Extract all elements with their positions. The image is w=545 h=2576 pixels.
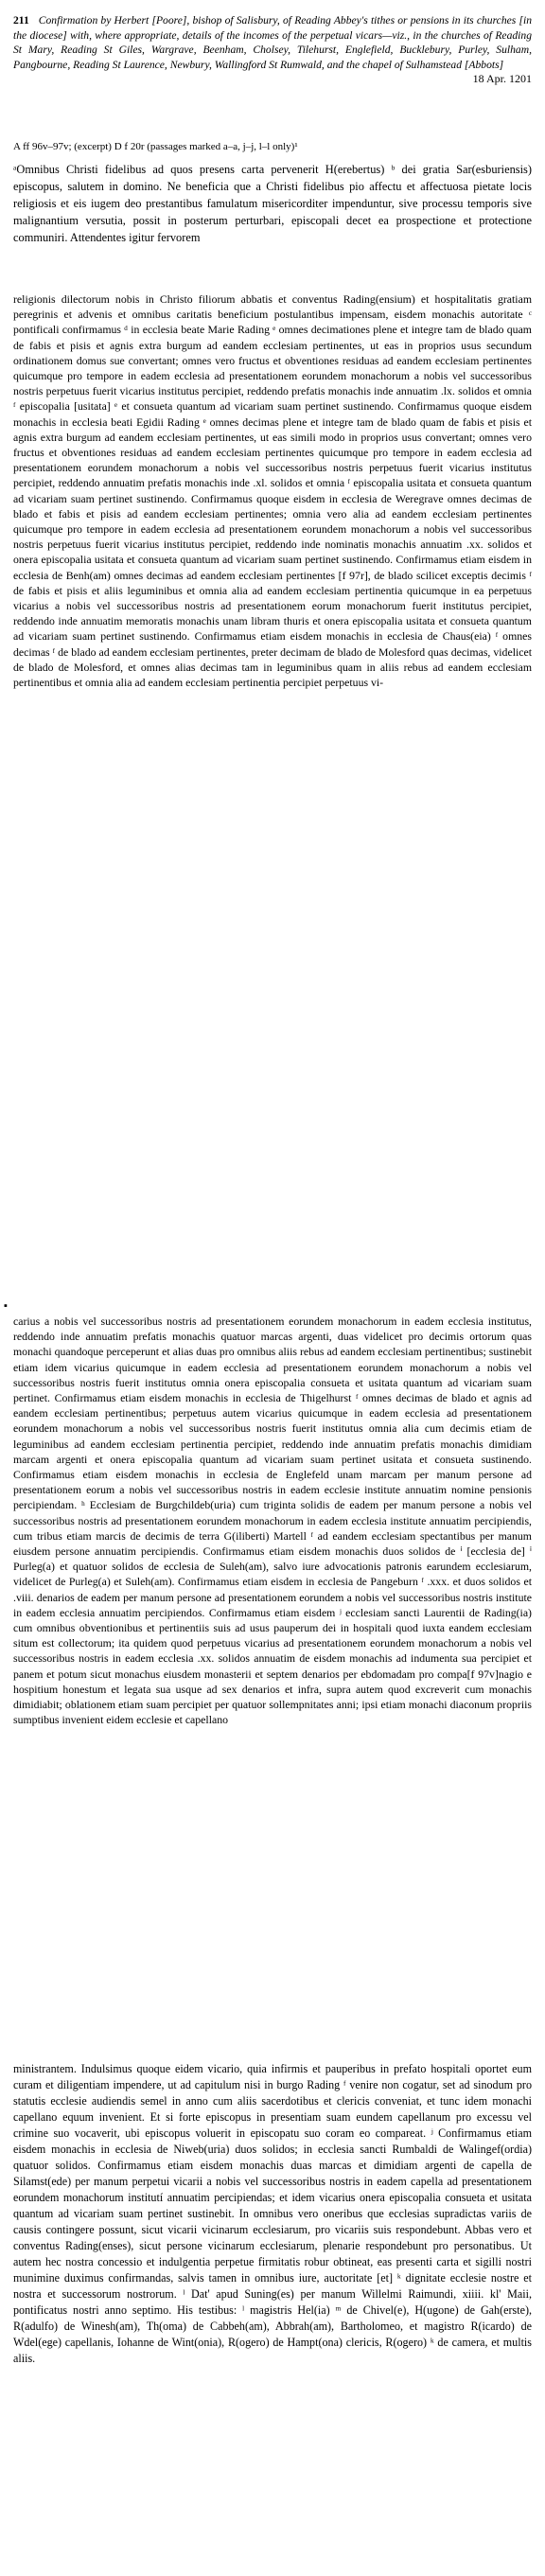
charter-paragraph-2: religionis dilectorum nobis in Christo filiorum abbatis et conventus Rading(ensium) et hospitalitatis gratiam peregrinis et advenis et omnibus caritatis beneficium postulantibus impensam, eisdem monachis autoritate ᶜ pontificali confirmamus ᵈ in ecclesia beate Marie Rading ᵉ omnes decimationes plene et integre tam de blado quam de fabis et pisis et agnis extra burgum ad eandem ecclesiam pertinentes, ut eas in proprios usus secundum ordinationem domus sue convertant; omnes vero fructus et obventiones residuas ad eandem ecclesiam pertinentes quicumque pro tempore in eadem ecclesia ad presentationem eorundem monachorum a nobis vel successoribus nostris perpetuus fuerit vicarius institutus percipiet, reddendo prefatis monachis inde annuatim .lx. solidos et omnia ᶠ episcopalia [usitata] ᵉ et consueta quantum ad vicariam suam pertinet sustinendo. Confirmamus quoque eisdem monachis in ecclesia beati Egidii Rading ᵉ omnes decimas plene et integre tam de blado quam de fabis et pisis et agnis extra burgum ad eandem ecclesiam pertinentes, ut eas simili modo in proprios usus convertant; omnes vero fructus et obventiones residuas ad eandem ecclesiam pertinentes quicumque pro tempore in eadem ecclesia ad presentationem eorundem monachorum a nobis vel successoribus nostris perpetuus fuerit vicarius institutus percipiet, reddendo annuatim prefatis monachis inde .xl. solidos et omnia ᶠ episcopalia usitata et consueta quantum ad vicariam suam pertinet sustinendo. Confirmamus quoque eisdem in ecclesia de Weregrave omnes decimas de blado et fabis et pisis ad eandem ecclesiam pertinentes; omnia vero alia ad eandem ecclesiam pertinentes quicumque pro tempore in eadem ecclesia ad presentationem eorundem monachorum a nobis vel successoribus nostris perpetuus fuerit vicarius institutus percipiet, reddendo inde nominatis monachis annuatim .xx. solidos et onera episcopalia usitata et consueta quantum ad vicariam suam pertinet sustinendo. Confirmamus etiam eisdem in ecclesia de Benh(am) omnes decimas ad eandem ecclesiam pertinentes [f 97r], de blado scilicet exceptis decimis ᶠ de fabis et pisis et aliis leguminibus et omnia alia ad eandem ecclesiam pertinentia quicumque in ea perpetuus vicarius a nobis vel successoribus nostris ad presentationem eorum monachorum fuerit institutus percipiet, reddendo inde annuatim memoratis monachis unam libram thuris et onera episcopalia usitata et consueta quantum ad vicariam suam pertinet sustinendo. Confirmamus etiam eisdem monachis in ecclesia de Chaus(eia) ᶠ omnes decimas ᶠ de blado ad eandem ecclesiam pertinentes, preter decimam de blado de Molesford quas decimas, videlicet de blado de Molesford, et omnes alias decimas tam in leguminibus quam in aliis rebus ad eandem ecclesiam pertinentibus et omnia alia ad eandem ecclesiam pertinentia percipiet perpetuus vi-	[13, 292, 532, 690]
document-date: 18 Apr. 1201	[472, 72, 532, 85]
margin-marker: ▪	[4, 1300, 8, 1312]
document-header	[13, 13, 532, 87]
charter-paragraph-4: ministrantem. Indulsimus quoque eidem vicario, quia infirmis et pauperibus in prefato hospitali oportet eum curam et diligentiam impendere, ut ad capitulum nisi in burgo Rading ᶠ venire non cogatur, set ad sinodum pro statutis ecclesie audiendis semel in anno cum aliis sacerdotibus et clericis conveniat, et tunc idem monachi capellano equum invenient. Et si forte episcopus in presentiam suam eundem capellanum pro excessu vel crimine suo vocaverit, ubi episcopus voluerit in episcopatu suo coram eo compareat. ʲ Confirmamus etiam eisdem monachis in ecclesia de Niweb(uria) duos solidos; in ecclesia sancti Rumbaldi de Walingef(ordia) quatuor solidos. Confirmamus etiam eisdem monachis duas marcas et dimidiam argenti de capella de Silamst(ede) per manum perpetui vicarii a nobis vel successoribus nostris in eadem capella ad presentationem eorundem monachorum institutí annuatim percipiendas; et idem vicarius onera episcopalia consueta et usitata quantum ad vicariam suam pertinet sustinebit. In omnibus vero oneribus que ecclesias supradictas variis de causis contingere possunt, sicut vicarii vicinarum ecclesiarum, pro vicariis suis respondebunt. Abbas vero et conventus Rading(enses), sicut persone vicinarum ecclesiarum, plenarie respondebunt pro personatibus. Ut autem hec nostra concessio et indulgentia perpetue firmitatis robur obtineat, eas presenti carta et sigilli nostri munimine duximus confirmandas, salvis tamen in omnibus iure, auctoritate [et] ᵏ dignitate ecclesie nostre et nostra et successorum nostrorum. ˡ Dat' apud Suning(es) per manum Willelmi Raimundi, xiiii. kl' Maii, pontificatus nostri anno septimo. His testibus: ˡ magistris Hel(ia) ᵐ de Chivel(e), H(ugone) de Gah(erste), R(adulfo) de Winesh(am), Th(oma) de Cabbeh(am), Abbrah(am), Bartholomeo, et magistro R(icardo) de Wdel(ege) capellanis, Iohanne de Wint(onia), R(ogero) de Hampt(ona) clericis, R(ogero) ᵏ de camera, et multis aliis.	[13, 2062, 532, 2365]
charter-paragraph-3: carius a nobis vel successoribus nostris ad presentationem eorundem monachorum in eadem ecclesia institutus, reddendo inde annuatim prefatis monachis quatuor marcas argenti, duas videlicet pro decimis ortorum quas monachi quandoque perceperunt et alias duas pro omnibus aliis rebus ad eandem ecclesiam pertinentibus; sustinebit etiam idem vicarius quicumque in eadem ecclesia ad presentationem eorundem monachorum a nobis vel successoribus nostris fuerit institutus omnia onera episcopalia consueta et usitata quantum ad vicariam suam pertinet. Confirmamus etiam eisdem monachis in ecclesia de Thigelhurst ᶠ omnes decimas de blado et agnis ad eandem ecclesiam pertinentibus; perpetuus autem vicarius quicumque in eadem ecclesia ad presentationem eorundem monachorum a nobis vel successoribus nostris fuerit institutus omnia alia cum decimis etiam de leguminibus ad eandem ecclesiam pertinentia percipiet, reddendo inde annuatim prefatis monachis dimidiam marcam argenti et onera episcopalia quantum ad vicariam suam pertinet usitata et consueta sustinendo. Confirmamus etiam eisdem monachis in ecclesia de Englefeld unam marcam per manum persone ad presentationem eorum a nobis vel successoribus nostris in eadem ecclesie institute annuatim nomine pensionis percipiendam. ʰ Ecclesiam de Burgchildeb(uria) cum triginta solidis de eadem per manum persone a nobis vel successoribus nostris ad presentationem eorundem monachorum in eadem ecclesia institute annuatim percipiendis, cum tribus etiam marcis de decimis de terra G(iliberti) Martell ᶠ ad eandem ecclesiam spectantibus per manum eiusdem persone annuatim percipiendis. Confirmamus etiam eisdem monachis duos solidos de ⁱ [ecclesia de] ⁱ Purleg(a) et quatuor solidos de ecclesia de Suleh(am), salvo iure advocationis patronis earundem ecclesiarum, videlicet de Purleg(a) et Suleh(am). Confirmamus etiam eisdem in ecclesia de Pangeburn ᶠ .xxx. et duos solidos et .viii. denarios de eadem per manum persone ad presentationem eorundem a nobis vel successoribus nostris institute in eadem ecclesia annuatim percipiendos. Confirmamus etiam eisdem ʲ ecclesiam sancti Laurentii de Rading(ia) cum omnibus obventionibus et pertinentiis suis ad usus pauperum dei in hospitali quod iuxta eandem ecclesiam situm est collectorum; ita quidem quod perpetuus vicarius ad presentationem eorundem monachorum a nobis vel successoribus nostris in eadem ecclesia .xx. solidos annuatim de eisdem monachis ad indumenta sua percipiet et panem et potum sicut monachus eiusdem monasterii et septem denarios per ebdomadam pro compa[f 97v]nagio e hospitium honestum et legata sua usque ad sex denarios et infra, supra autem quod excreverit cum monachis dimidiabit; oblationem etiam suam percipiet per quatuor sollempnitates anni; ipsi etiam monachi diaconum propriis sumptibus invenient eidem ecclesie et capellano	[13, 1314, 532, 1727]
manuscript-source-note: A ff 96v–97v; (excerpt) D f 20r (passages marked a–a, j–j, l–l only)¹	[13, 141, 298, 152]
charter-paragraph-1: ᵃOmnibus Christi fidelibus ad quos presens carta pervenerit H(erebertus) ᵇ dei gratia Sar(esburiensis) episcopus, salutem in domino. Ne beneficia que a Christi fidelibus pio affectu et affectuosa pietate locis religiosis et eis iugem deo prestantibus famulatum misericorditer impenduntur, sive processu temporis sive malignantium versutia, possit in posterum perturbari, episcopali decet ea prospectione et protectione communiri. Attendentes igitur fervorem	[13, 163, 532, 244]
document-title: Confirmation by Herbert [Poore], bishop of Salisbury, of Reading Abbey's tithes or pensions in its churches [in the diocese] with, where appropriate, details of the incomes of the perpetual vicars—viz., in the churches of Reading St Mary, Reading St Giles, Wargrave, Beenham, Cholsey, Tilehurst, Englefield, Bucklebury, Purley, Sulham, Pangbourne, Reading St Laurence, Newbury, Wallingford St Rumwald, and the chapel of Sulhamstead [Abbots]	[13, 14, 532, 71]
document-number: 211	[13, 14, 29, 26]
